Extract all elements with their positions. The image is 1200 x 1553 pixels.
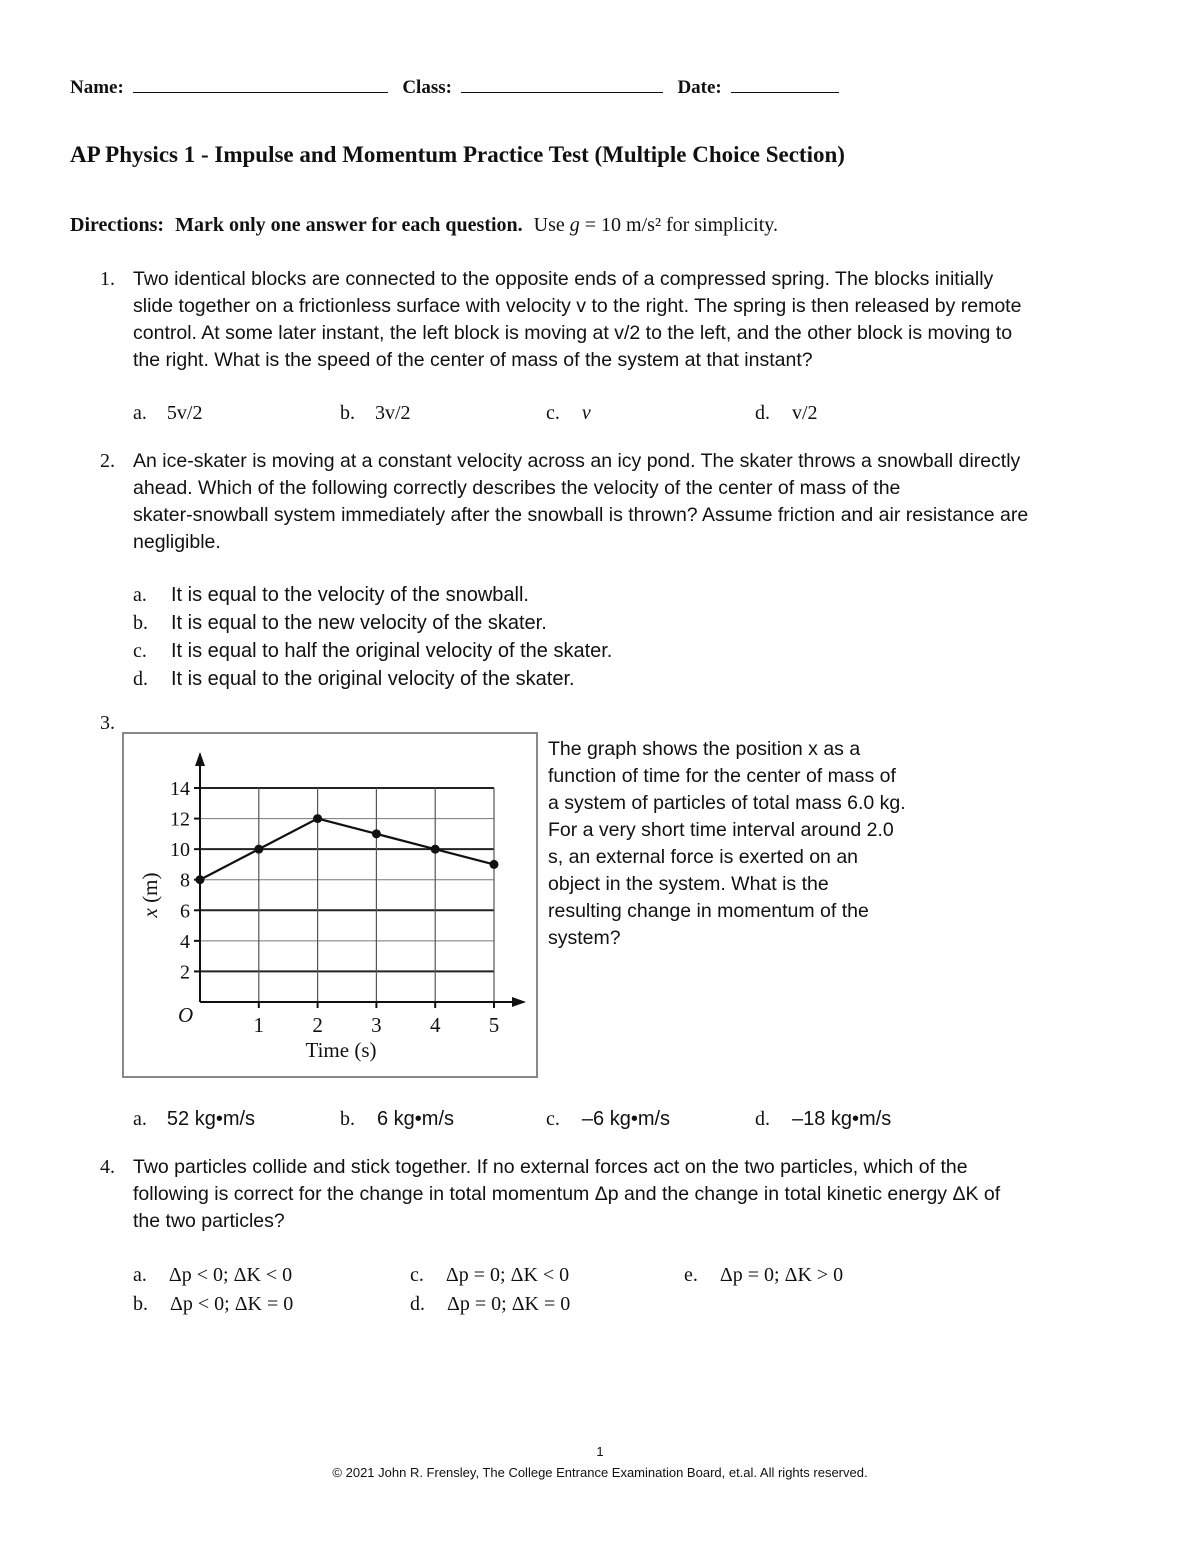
data-point: [372, 829, 381, 838]
x-tick-label: 1: [253, 1013, 265, 1037]
question-2-line: ahead. Which of the following correctly describes the velocity of the center of mass of the: [133, 477, 901, 499]
option-label: a.: [133, 1108, 147, 1130]
option-label: c.: [133, 640, 147, 662]
option-value: 6 kg•m/s: [377, 1108, 455, 1130]
question-2-line: An ice-skater is moving at a constant velocity across an icy pond. The skater throws a snowball directly: [133, 450, 1021, 472]
directions-text-suffix: = 10 m/s² for simplicity.: [584, 214, 778, 236]
origin-label: O: [178, 1003, 194, 1027]
directions-bold-text: Mark only one answer for each question.: [175, 214, 523, 236]
option-label: b.: [133, 612, 148, 634]
copyright-notice: © 2021 John R. Frensley, The College Entrance Examination Board, et.al. All rights reserved.: [332, 1465, 868, 1480]
option-label: c.: [546, 402, 560, 424]
option-label: b.: [340, 1108, 355, 1130]
option-value: Δp = 0; ΔK > 0: [719, 1264, 844, 1286]
y-axis-label: x (m): [138, 872, 162, 918]
question-3-option-c[interactable]: [546, 1108, 670, 1131]
date-label: Date:: [677, 77, 722, 98]
option-value: It is equal to the original velocity of the skater.: [171, 668, 575, 690]
question-2-line: skater-snowball system immediately after the snowball is thrown? Assume friction and air resistance are: [133, 504, 1029, 526]
name-label: Name:: [70, 77, 124, 98]
question-4-line: Two particles collide and stick together. If no external forces act on the two particles, which of the: [133, 1156, 968, 1178]
question-3-line: The graph shows the position x as a: [548, 738, 861, 760]
question-2-option-a[interactable]: [133, 584, 612, 612]
question-4-option-a[interactable]: [133, 1264, 292, 1287]
y-tick-label: 14: [170, 778, 190, 800]
question-2-option-b[interactable]: [133, 612, 612, 640]
option-label: b.: [133, 1293, 148, 1315]
question-2-options: [133, 584, 612, 696]
question-3-number: 3.: [100, 712, 115, 734]
option-value: Δp = 0; ΔK = 0: [447, 1293, 571, 1315]
x-axis-label: Time (s): [305, 1038, 377, 1062]
class-blank[interactable]: [461, 74, 663, 93]
question-2-text: [133, 448, 1143, 556]
question-4-line: following is correct for the change in total momentum Δp and the change in total kinetic energy ΔK of: [133, 1183, 1001, 1205]
position-time-chart: [124, 734, 536, 1076]
question-3-option-b[interactable]: [340, 1108, 454, 1131]
question-1-option-b[interactable]: [340, 402, 411, 425]
option-value: It is equal to half the original velocity of the skater.: [171, 640, 613, 662]
directions-text-prefix: Use: [533, 214, 565, 236]
y-axis-arrow-icon: [195, 752, 205, 766]
question-2-line: negligible.: [133, 531, 221, 553]
y-tick-label: 8: [180, 869, 190, 892]
question-3-option-d[interactable]: [755, 1108, 891, 1131]
question-2-number: 2.: [100, 450, 115, 472]
question-3-line: For a very short time interval around 2.0: [548, 819, 894, 841]
question-2-option-c[interactable]: [133, 640, 612, 668]
x-axis-arrow-icon: [512, 997, 526, 1007]
data-point: [254, 845, 263, 854]
option-value: It is equal to the new velocity of the skater.: [171, 612, 547, 634]
gravity-symbol: g: [569, 214, 580, 236]
question-4-text: [133, 1154, 1143, 1235]
option-value: Δp < 0; ΔK < 0: [168, 1264, 293, 1286]
question-4-option-b[interactable]: [133, 1293, 293, 1316]
y-tick-label: 4: [180, 930, 190, 953]
question-3-line: system?: [548, 927, 621, 949]
option-value: –18 kg•m/s: [792, 1108, 892, 1130]
question-1-option-d[interactable]: [755, 402, 818, 425]
data-point: [313, 814, 322, 823]
question-1-text: [133, 266, 1143, 374]
question-1-option-c[interactable]: [546, 402, 591, 425]
option-label: c.: [546, 1108, 560, 1130]
option-label: e.: [684, 1264, 698, 1286]
position-time-chart-frame: [122, 732, 538, 1078]
x-tick-label: 5: [488, 1013, 500, 1037]
data-point: [431, 845, 440, 854]
option-label: d.: [410, 1293, 425, 1315]
question-3-text: [548, 736, 948, 952]
option-value: 5v/2: [166, 402, 203, 424]
data-point: [490, 860, 499, 869]
option-label: d.: [755, 1108, 770, 1130]
question-2-option-d[interactable]: [133, 668, 612, 696]
question-1-line: the right. What is the speed of the center of mass of the system at that instant?: [133, 349, 813, 371]
question-4-number: 4.: [100, 1156, 115, 1178]
option-value: v: [581, 402, 591, 424]
y-tick-label: 6: [180, 900, 190, 923]
option-value: It is equal to the velocity of the snowball.: [171, 584, 529, 606]
x-tick-label: 2: [312, 1013, 323, 1037]
question-1-option-a[interactable]: [133, 402, 202, 425]
option-label: d.: [133, 668, 148, 690]
y-tick-label: 2: [180, 961, 190, 984]
option-label: b.: [340, 402, 355, 424]
class-label: Class:: [402, 77, 452, 98]
y-tick-label: 10: [170, 839, 190, 862]
question-3-line: object in the system. What is the: [548, 873, 829, 895]
option-value: v/2: [792, 402, 818, 424]
option-label: a.: [133, 1264, 147, 1286]
directions: [70, 214, 778, 237]
question-3-option-a[interactable]: [133, 1108, 255, 1131]
name-blank[interactable]: [133, 74, 388, 93]
option-value: –6 kg•m/s: [581, 1108, 671, 1130]
question-3-line: function of time for the center of mass of: [548, 765, 896, 787]
x-tick-label: 4: [429, 1013, 441, 1037]
option-value: Δp = 0; ΔK < 0: [445, 1264, 570, 1286]
x-tick-label: 3: [371, 1013, 382, 1037]
option-value: 3v/2: [375, 402, 411, 424]
student-info-header: [70, 74, 849, 99]
question-4-option-c[interactable]: [410, 1264, 569, 1287]
question-4-option-d[interactable]: [410, 1293, 570, 1316]
question-3-line: a system of particles of total mass 6.0 kg.: [548, 792, 906, 814]
directions-label: Directions:: [70, 214, 165, 236]
data-point: [196, 875, 205, 884]
page-title: AP Physics 1 - Impulse and Momentum Practice Test (Multiple Choice Section): [70, 142, 845, 167]
option-value: 52 kg•m/s: [166, 1108, 256, 1130]
date-blank[interactable]: [731, 74, 839, 93]
option-label: a.: [133, 584, 147, 606]
question-1-number: 1.: [100, 268, 115, 290]
question-1-line: slide together on a frictionless surface with velocity v to the right. The spring is then released by remote: [133, 295, 1022, 317]
question-1-line: Two identical blocks are connected to the opposite ends of a compressed spring. The blocks initially: [133, 268, 994, 290]
question-4-line: the two particles?: [133, 1210, 285, 1232]
option-label: d.: [755, 402, 770, 424]
option-value: Δp < 0; ΔK = 0: [170, 1293, 294, 1315]
option-label: c.: [410, 1264, 424, 1286]
option-label: a.: [133, 402, 147, 424]
question-3-line: s, an external force is exerted on an: [548, 846, 859, 868]
question-4-option-e[interactable]: [684, 1264, 843, 1287]
page-number: 1: [596, 1444, 604, 1459]
question-3-line: resulting change in momentum of the: [548, 900, 869, 922]
y-tick-label: 12: [170, 808, 190, 831]
question-1-line: control. At some later instant, the left block is moving at v/2 to the left, and the other block is moving to: [133, 322, 1013, 344]
